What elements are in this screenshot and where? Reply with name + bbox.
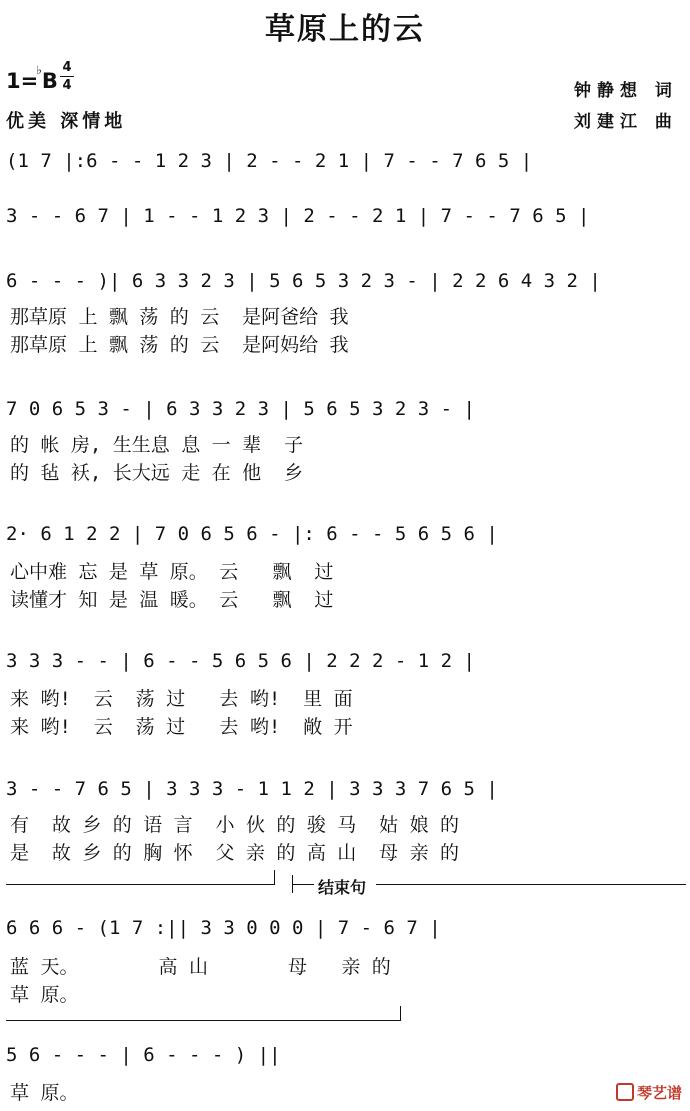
key-note: B (41, 69, 58, 93)
notation-row: 6 - - - )| 6 3 3 2 3 | 5 6 5 3 2 3 - | 2 2 6 4 3 2 | (6, 270, 601, 292)
lyrics-verse-1: 蓝 天。 高 山 母 亲 的 (10, 956, 391, 978)
lyrics-verse-2: 的 毡 袄, 长大远 走 在 他 乡 (10, 462, 303, 484)
notation-row: (1 7 |:6 - - 1 2 3 | 2 - - 2 1 | 7 - - 7 6 5 | (6, 150, 533, 172)
lyrics-verse-1: 有 故 乡 的 语 言 小 伙 的 骏 马 姑 娘 的 (10, 814, 460, 836)
notation-row: 3 - - 7 6 5 | 3 3 3 - 1 1 2 | 3 3 3 7 6 5 | (6, 778, 498, 800)
song-title: 草原上的云 (265, 12, 425, 47)
ending-label: 结束句 (318, 878, 367, 897)
expression-mark: 优美 深情地 (6, 111, 127, 132)
lyrics-verse-2: 是 故 乡 的 胸 怀 父 亲 的 高 山 母 亲 的 (10, 842, 460, 864)
notation-row: 5 6 - - - | 6 - - - ) || (6, 1044, 281, 1066)
lyrics-verse-1: 那草原 上 飘 荡 的 云 是阿爸给 我 (10, 306, 349, 328)
lyrics-verse-1: 心中难 忘 是 草 原。 云 飘 过 (10, 561, 334, 583)
ending-bracket-line (376, 884, 686, 885)
coda-bracket-line (6, 1020, 400, 1021)
lyrics-verse-2: 草 原。 (10, 984, 79, 1006)
watermark-text: 琴艺谱 (636, 1084, 682, 1102)
lyrics-verse-1: 草 原。 (10, 1082, 79, 1104)
lyrics-verse-1: 的 帐 房, 生生息 息 一 辈 子 (10, 434, 303, 456)
lyrics-verse-2: 来 哟! 云 荡 过 去 哟! 敞 开 (10, 716, 353, 738)
notation-row: 3 3 3 - - | 6 - - 5 6 5 6 | 2 2 2 - 1 2 | (6, 650, 475, 672)
lyrics-verse-1: 来 哟! 云 荡 过 去 哟! 里 面 (10, 688, 353, 710)
ending-bracket-line (292, 884, 314, 885)
repeat-bracket-end (274, 870, 275, 885)
repeat-bracket-line (6, 884, 274, 885)
watermark-logo (616, 1082, 682, 1103)
key-label: 1= (6, 69, 39, 93)
composer-credit: 刘建江 曲 (574, 112, 678, 132)
lyrics-verse-2: 读懂才 知 是 温 暖。 云 飘 过 (10, 589, 334, 611)
lyrics-verse-2: 那草原 上 飘 荡 的 云 是阿妈给 我 (10, 334, 349, 356)
coda-bracket-end (400, 1006, 401, 1021)
flat-symbol: ♭ (36, 63, 42, 77)
notation-row: 3 - - 6 7 | 1 - - 1 2 3 | 2 - - 2 1 | 7 - - 7 6 5 | (6, 205, 590, 227)
time-signature (60, 60, 74, 93)
notation-row: 7 0 6 5 3 - | 6 3 3 2 3 | 5 6 5 3 2 3 - | (6, 398, 475, 420)
lyricist-credit: 钟静想 词 (574, 81, 678, 101)
meter-top: 4 (62, 60, 72, 75)
meter-bottom: 4 (62, 78, 72, 93)
notation-row: 2· 6 1 2 2 | 7 0 6 5 6 - |: 6 - - 5 6 5 6 | (6, 523, 498, 545)
notation-row: 6 6 6 - (1 7 :|| 3 3 0 0 0 | 7 - 6 7 | (6, 917, 441, 939)
key-signature (6, 63, 58, 93)
qinyipu-logo-icon (616, 1083, 634, 1101)
